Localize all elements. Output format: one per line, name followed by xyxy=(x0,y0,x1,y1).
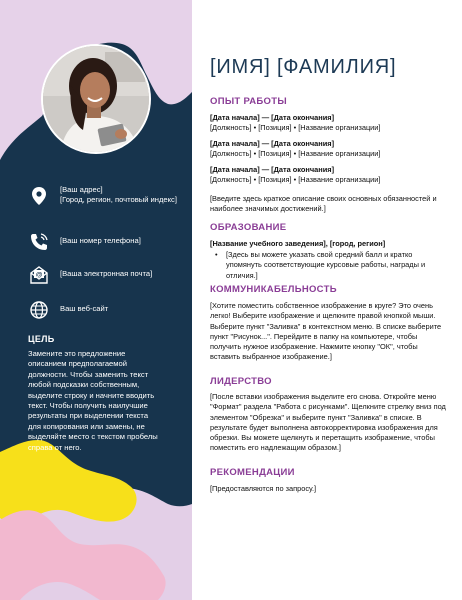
job-role: [Должность] • [Позиция] • [Название организации] xyxy=(210,175,381,184)
experience-heading: ОПЫТ РАБОТЫ xyxy=(210,96,287,107)
goal-text: Замените это предложение описанием предполагаемой должности. Чтобы заменить текст любой подсказки собственным, выделите строку и начните вводить текст. Чтобы получить наилучшие результаты при выделении текста для копирования или замены, не выделяйте место с текстом пробелы справа от него. xyxy=(28,349,158,452)
education-item xyxy=(210,250,448,281)
goal-heading: ЦЕЛЬ xyxy=(28,334,55,344)
communication-heading: КОММУНИКАБЕЛЬНОСТЬ xyxy=(210,284,337,295)
references-text: [Предоставляются по запросу.] xyxy=(210,484,317,493)
email-icon xyxy=(28,264,50,286)
job-role: [Должность] • [Позиция] • [Название организации] xyxy=(210,123,381,132)
leadership-heading: ЛИДЕРСТВО xyxy=(210,376,272,387)
phone-icon xyxy=(28,231,50,253)
references-heading: РЕКОМЕНДАЦИИ xyxy=(210,467,295,478)
location-pin-icon xyxy=(28,185,50,207)
sidebar xyxy=(0,0,192,600)
contact-address xyxy=(28,185,188,207)
education-institution: [Название учебного заведения], [город, регион] xyxy=(210,239,386,248)
globe-icon xyxy=(28,299,50,321)
bullet: • xyxy=(215,250,218,259)
website-text: Ваш веб-сайт xyxy=(60,304,109,313)
job-entry xyxy=(210,165,448,185)
email-text: [Ваша электронная почта] xyxy=(60,269,153,278)
full-name: [ИМЯ] [ФАМИЛИЯ] xyxy=(210,56,397,78)
leadership-text: [После вставки изображения выделите его снова. Откройте меню "Формат" раздела "Работа с рисунками". Щелкните стрелку вниз под элементом "Обрезка" и выберите пункт "Заливка" в списке. В результате будет выполнена автокорректировка изображения для обрезки. Вы можете щелкнуть и перетащить изображение, чтобы поместить его надлежащим образом.] xyxy=(210,392,446,453)
job-dates: [Дата начала] — [Дата окончания] xyxy=(210,165,335,174)
experience-summary: [Введите здесь краткое описание своих основных обязанностей и наиболее значимых достижений.] xyxy=(210,194,437,214)
job-entry xyxy=(210,113,448,133)
svg-text:@: @ xyxy=(35,271,43,279)
job-dates: [Дата начала] — [Дата окончания] xyxy=(210,139,335,148)
education-item-text: [Здесь вы можете указать свой средний балл и кратко упомянуть соответствующие курсовые работы, награды и отличия.] xyxy=(226,250,426,280)
education-heading: ОБРАЗОВАНИЕ xyxy=(210,222,287,233)
communication-text: [Хотите поместить собственное изображение в круге? Это очень легко! Выберите изображение и щелкните правой кнопкой мыши. Выберите пункт "Заливка" в контекстном меню. В списке выберите пункт "Рисунок...". Перейдите в папку на компьютере, чтобы получить нужное изображение. Нажмите кнопку "ОК", чтобы вставить выбранное изображение.] xyxy=(210,301,442,362)
job-entry xyxy=(210,139,448,159)
address-text: [Ваш адрес] [Город, регион, почтовый индекс] xyxy=(60,185,177,204)
profile-photo xyxy=(41,44,151,154)
job-dates: [Дата начала] — [Дата окончания] xyxy=(210,113,335,122)
contact-website xyxy=(28,299,188,321)
contact-email xyxy=(28,264,188,286)
phone-text: [Ваш номер телефона] xyxy=(60,236,141,245)
contact-phone xyxy=(28,231,188,253)
job-role: [Должность] • [Позиция] • [Название организации] xyxy=(210,149,381,158)
